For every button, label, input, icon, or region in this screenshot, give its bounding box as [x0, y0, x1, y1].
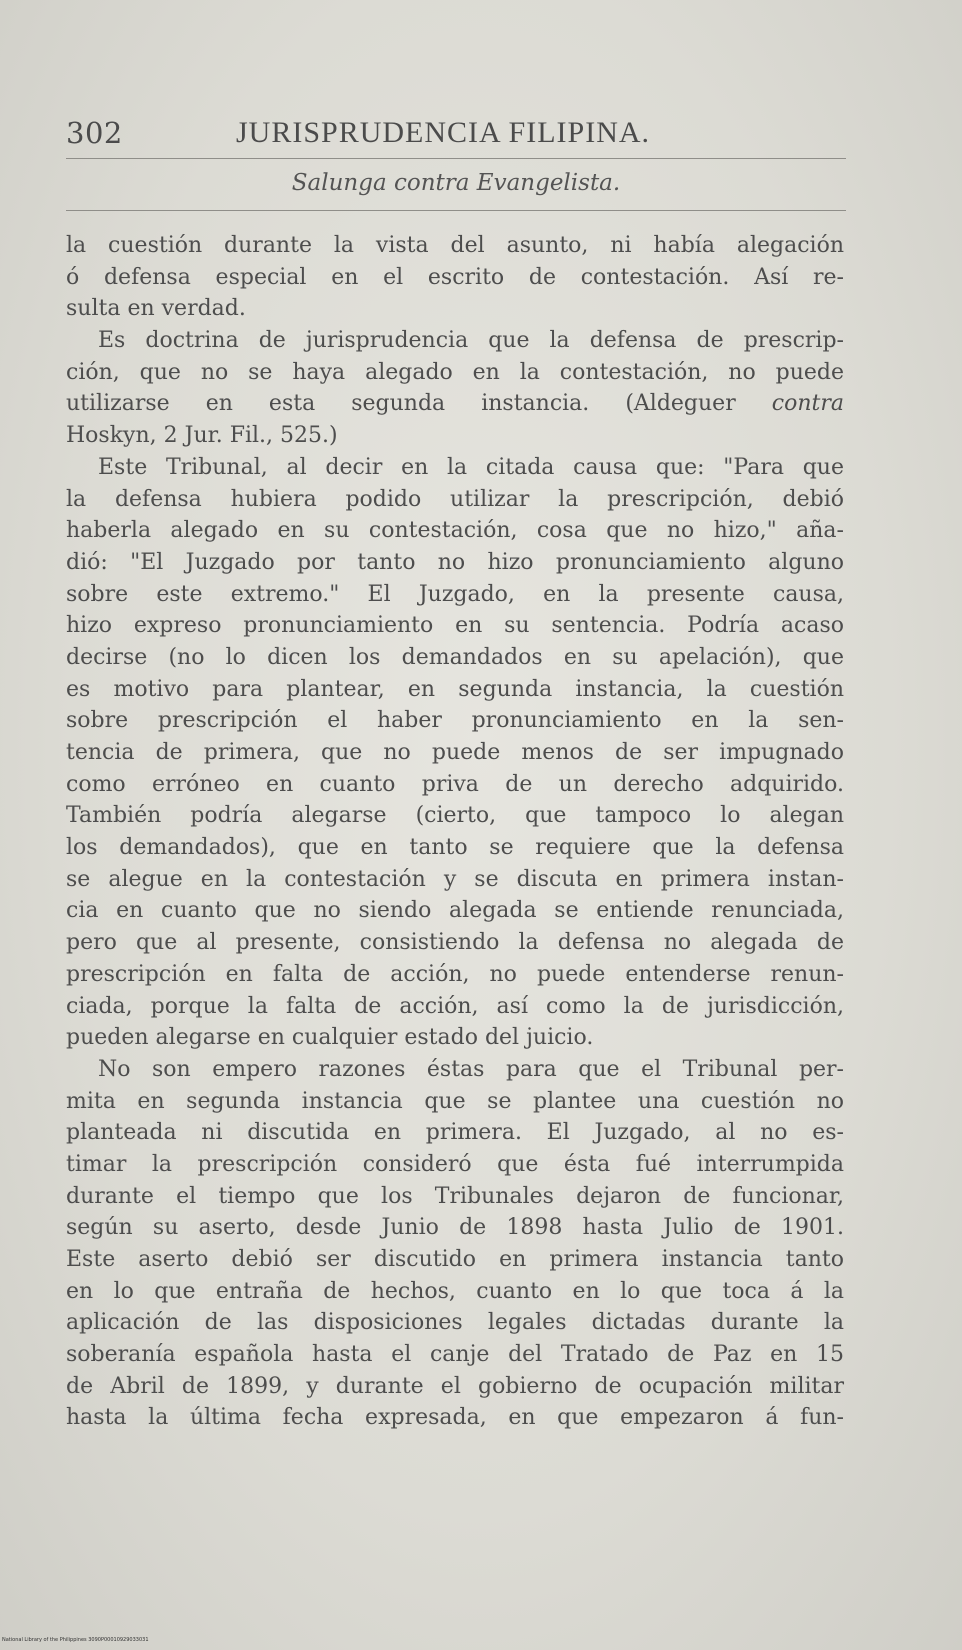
text-line: los demandados), que en tanto se requiere que la defensa	[66, 835, 844, 861]
text-line: pueden alegarse en cualquier estado del juicio.	[66, 1025, 594, 1051]
text-line: es motivo para plantear, en segunda instancia, la cuestión	[66, 676, 844, 702]
text-line: planteada ni discutida en primera. El Juzgado, al no es-	[66, 1120, 844, 1146]
text-line: cia en cuanto que no siendo alegada se entiende renunciada,	[66, 898, 844, 924]
scan-footer-note: National Library of the Philippines 3090P00010929033031	[2, 1637, 149, 1643]
text-line: timar la prescripción consideró que ésta fué interrumpida	[66, 1151, 844, 1177]
paragraph-start: Este Tribunal, al decir en la citada causa que: "Para que	[98, 454, 844, 480]
text-line: haberla alegado en su contestación, cosa que no hizo," aña-	[66, 518, 844, 544]
page-number: 302	[66, 116, 123, 150]
italic-contra: contra	[771, 391, 844, 417]
text-line: decirse (no lo dicen los demandados en su apelación), que	[66, 644, 844, 670]
text-line: tencia de primera, que no puede menos de ser impugnado	[66, 740, 844, 765]
text-line: durante el tiempo que los Tribunales dejaron de funcionar,	[66, 1183, 844, 1209]
text-line: También podría alegarse (cierto, que tampoco lo alegan	[66, 803, 844, 829]
text-line: soberanía española hasta el canje del Tratado de Paz en 15	[66, 1342, 844, 1368]
text-line: hizo expreso pronunciamiento en su sentencia. Podría acaso	[66, 613, 844, 639]
text-line: aplicación de las disposiciones legales dictadas durante la	[66, 1310, 844, 1336]
text-segment: utilizarse en esta segunda instancia. (Aldeguer	[66, 391, 736, 417]
paragraph-start: Es doctrina de jurisprudencia que la defensa de prescrip-	[98, 328, 844, 354]
running-title: JURISPRUDENCIA FILIPINA.	[236, 116, 651, 149]
text-line: la cuestión durante la vista del asunto, ni había alegación	[66, 233, 844, 258]
text-line: sobre este extremo." El Juzgado, en la presente causa,	[66, 581, 844, 607]
text-line	[66, 388, 844, 420]
page-header	[66, 112, 846, 159]
text-line: según su aserto, desde Junio de 1898 hasta Julio de 1901.	[66, 1215, 844, 1241]
text-line: ó defensa especial en el escrito de contestación. Así re-	[66, 264, 844, 290]
text-line: la defensa hubiera podido utilizar la prescripción, debió	[66, 486, 844, 512]
text-line: Hoskyn, 2 Jur. Fil., 525.)	[66, 423, 338, 449]
text-line: ciada, porque la falta de acción, así como la de jurisdicción,	[66, 993, 844, 1019]
text-line: como erróneo en cuanto priva de un derecho adquirido.	[66, 771, 844, 797]
text-line: en lo que entraña de hechos, cuanto en lo que toca á la	[66, 1278, 844, 1304]
text-line: dió: "El Juzgado por tanto no hizo pronunciamiento alguno	[66, 549, 844, 575]
text-line: Este aserto debió ser discutido en primera instancia tanto	[66, 1247, 844, 1272]
text-line: prescripción en falta de acción, no puede entenderse renun-	[66, 961, 844, 987]
text-line: sobre prescripción el haber pronunciamiento en la sen-	[66, 708, 844, 734]
text-line: hasta la última fecha expresada, en que empezaron á fun-	[66, 1405, 844, 1431]
text-line: mita en segunda instancia que se plantee una cuestión no	[66, 1088, 844, 1114]
text-line: de Abril de 1899, y durante el gobierno de ocupación militar	[66, 1373, 844, 1399]
text-line: se alegue en la contestación y se discuta en primera instan-	[66, 866, 844, 892]
text-line: pero que al presente, consistiendo la defensa no alegada de	[66, 930, 844, 956]
case-title: Salunga contra Evangelista.	[66, 170, 846, 211]
text-line: ción, que no se haya alegado en la contestación, no puede	[66, 359, 844, 385]
paragraph-start: No son empero razones éstas para que el Tribunal per-	[98, 1056, 844, 1082]
text-line: sulta en verdad.	[66, 296, 246, 322]
body-text	[66, 230, 844, 1434]
